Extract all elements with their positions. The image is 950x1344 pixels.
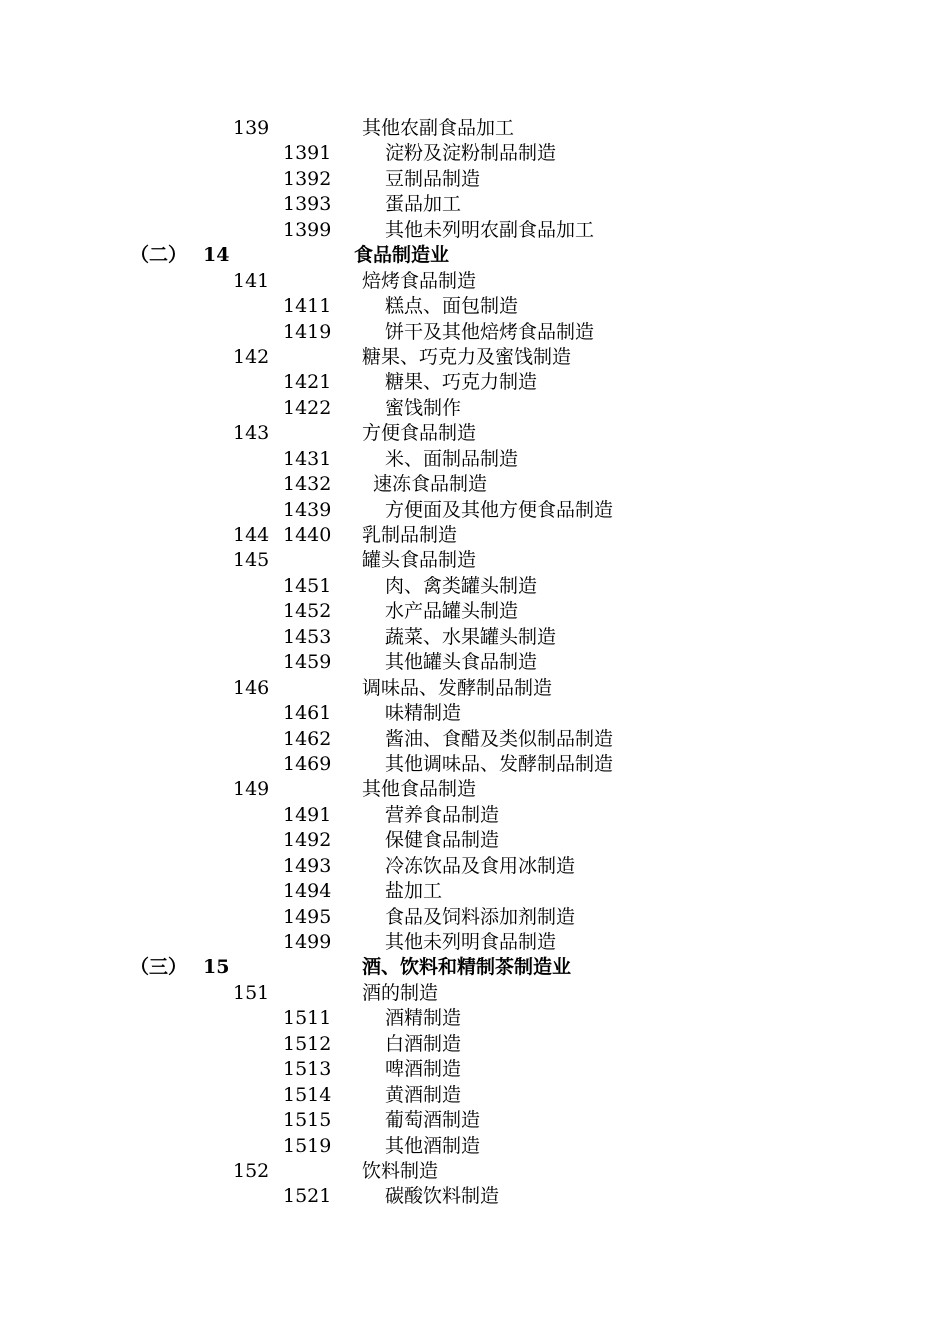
- category-name: 酒的制造: [362, 981, 439, 1004]
- category-name: 罐头食品制造: [362, 549, 477, 572]
- category-name: 葡萄酒制造: [385, 1109, 481, 1132]
- classification-row: [0, 828, 950, 853]
- category-name: 味精制造: [385, 702, 462, 725]
- category-name: 米、面制品制造: [385, 447, 519, 470]
- class-code: 1493: [283, 854, 332, 877]
- class-code: 1419: [283, 320, 332, 343]
- classification-row: [0, 192, 950, 217]
- classification-row: [0, 523, 950, 548]
- category-name: 乳制品制造: [362, 524, 458, 546]
- class-code: 1432: [283, 473, 332, 496]
- class-code: 1462: [283, 727, 332, 750]
- classification-row: [0, 676, 950, 701]
- division-code: 14: [203, 244, 230, 267]
- classification-row: [0, 447, 950, 472]
- class-code: 1515: [283, 1109, 332, 1132]
- division-code: 15: [203, 956, 230, 979]
- class-code: 1461: [283, 702, 332, 725]
- category-name: 糕点、面包制造: [385, 295, 519, 318]
- classification-row: [0, 320, 950, 345]
- category-name: 糖果、巧克力及蜜饯制造: [362, 345, 572, 368]
- classification-row: [0, 803, 950, 828]
- group-code: 143: [233, 422, 270, 445]
- category-name: 水产品罐头制造: [385, 600, 519, 623]
- class-code: 1453: [283, 625, 332, 648]
- classification-row: [0, 141, 950, 166]
- category-name: 糖果、巧克力制造: [385, 371, 538, 394]
- classification-row: [0, 625, 950, 650]
- classification-row: [0, 1006, 950, 1031]
- category-name: 食品制造业: [354, 244, 450, 267]
- class-code: 1511: [283, 1007, 332, 1030]
- classification-row: [0, 345, 950, 370]
- category-name: 蛋品加工: [385, 193, 462, 216]
- group-code: 149: [233, 778, 270, 801]
- group-code: 146: [233, 676, 270, 699]
- classification-row: [0, 396, 950, 421]
- classification-row: [0, 1083, 950, 1108]
- category-name: 酒、饮料和精制茶制造业: [362, 956, 572, 979]
- category-name: 酒精制造: [385, 1007, 462, 1030]
- classification-row: [0, 1108, 950, 1133]
- group-code: 145: [233, 549, 270, 572]
- classification-row: [0, 955, 950, 980]
- category-name: 酱油、食醋及类似制品制造: [385, 727, 614, 750]
- category-name: 其他未列明农副食品加工: [385, 218, 595, 241]
- category-name: 蜜饯制作: [385, 396, 462, 419]
- category-name: 白酒制造: [385, 1032, 462, 1055]
- class-code: 1512: [283, 1032, 332, 1055]
- classification-row: [0, 167, 950, 192]
- classification-row: [0, 421, 950, 446]
- classification-row: [0, 1159, 950, 1184]
- classification-row: [0, 1134, 950, 1159]
- classification-row: [0, 879, 950, 904]
- category-name: 其他酒制造: [385, 1134, 481, 1157]
- class-code: 1392: [283, 167, 332, 190]
- classification-row: [0, 498, 950, 523]
- class-code: 1491: [283, 803, 332, 826]
- category-name: 盐加工: [385, 880, 443, 903]
- classification-row: [0, 1057, 950, 1082]
- classification-row: [0, 294, 950, 319]
- section-number: （三）: [130, 956, 188, 979]
- category-name: 饮料制造: [362, 1159, 439, 1182]
- class-code: 1422: [283, 396, 332, 419]
- classification-row: [0, 599, 950, 624]
- class-code: 1439: [283, 498, 332, 521]
- category-name: 营养食品制造: [385, 803, 500, 826]
- class-code: 1521: [283, 1185, 332, 1208]
- classification-row: [0, 752, 950, 777]
- category-name: 饼干及其他焙烤食品制造: [385, 320, 595, 343]
- class-code: 1393: [283, 193, 332, 216]
- category-name: 其他未列明食品制造: [385, 931, 557, 953]
- category-name: 其他食品制造: [362, 778, 477, 801]
- group-code: 142: [233, 345, 270, 368]
- category-name: 速冻食品制造: [373, 473, 488, 496]
- category-name: 其他罐头食品制造: [385, 651, 538, 674]
- classification-row: [0, 370, 950, 395]
- section-number: （二）: [130, 244, 188, 267]
- group-code: 139: [233, 117, 270, 139]
- category-name: 淀粉及淀粉制品制造: [385, 142, 557, 165]
- category-name: 食品及饲料添加剂制造: [385, 905, 576, 928]
- classification-row: [0, 930, 950, 955]
- classification-row: [0, 218, 950, 243]
- class-code: 1431: [283, 447, 332, 470]
- category-name: 豆制品制造: [385, 167, 481, 190]
- class-code: 1440: [283, 524, 332, 546]
- classification-row: [0, 116, 950, 141]
- classification-row: [0, 905, 950, 930]
- classification-row: [0, 472, 950, 497]
- group-code: 152: [233, 1159, 270, 1182]
- industry-classification-list: [0, 116, 950, 1210]
- class-code: 1399: [283, 218, 332, 241]
- category-name: 调味品、发酵制品制造: [362, 676, 553, 699]
- category-name: 碳酸饮料制造: [385, 1185, 500, 1208]
- category-name: 肉、禽类罐头制造: [385, 574, 538, 597]
- class-code: 1391: [283, 142, 332, 165]
- category-name: 方便面及其他方便食品制造: [385, 498, 614, 521]
- class-code: 1421: [283, 371, 332, 394]
- classification-row: [0, 854, 950, 879]
- class-code: 1411: [283, 295, 332, 318]
- classification-row: [0, 574, 950, 599]
- classification-row: [0, 243, 950, 268]
- class-code: 1513: [283, 1058, 332, 1081]
- classification-row: [0, 269, 950, 294]
- category-name: 焙烤食品制造: [362, 269, 477, 292]
- classification-row: [0, 701, 950, 726]
- class-code: 1469: [283, 752, 332, 775]
- group-code: 144: [233, 524, 270, 546]
- category-name: 其他农副食品加工: [362, 117, 515, 139]
- class-code: 1499: [283, 931, 332, 953]
- class-code: 1492: [283, 829, 332, 852]
- category-name: 其他调味品、发酵制品制造: [385, 752, 614, 775]
- classification-row: [0, 650, 950, 675]
- classification-row: [0, 548, 950, 573]
- classification-row: [0, 1032, 950, 1057]
- classification-row: [0, 1184, 950, 1209]
- group-code: 151: [233, 981, 270, 1004]
- category-name: 蔬菜、水果罐头制造: [385, 625, 557, 648]
- class-code: 1459: [283, 651, 332, 674]
- class-code: 1514: [283, 1083, 332, 1106]
- group-code: 141: [233, 269, 270, 292]
- category-name: 黄酒制造: [385, 1083, 462, 1106]
- class-code: 1519: [283, 1134, 332, 1157]
- category-name: 啤酒制造: [385, 1058, 462, 1081]
- classification-row: [0, 777, 950, 802]
- category-name: 保健食品制造: [385, 829, 500, 852]
- class-code: 1452: [283, 600, 332, 623]
- class-code: 1494: [283, 880, 332, 903]
- category-name: 冷冻饮品及食用冰制造: [385, 854, 576, 877]
- classification-row: [0, 981, 950, 1006]
- class-code: 1495: [283, 905, 332, 928]
- classification-row: [0, 727, 950, 752]
- class-code: 1451: [283, 574, 332, 597]
- category-name: 方便食品制造: [362, 422, 477, 445]
